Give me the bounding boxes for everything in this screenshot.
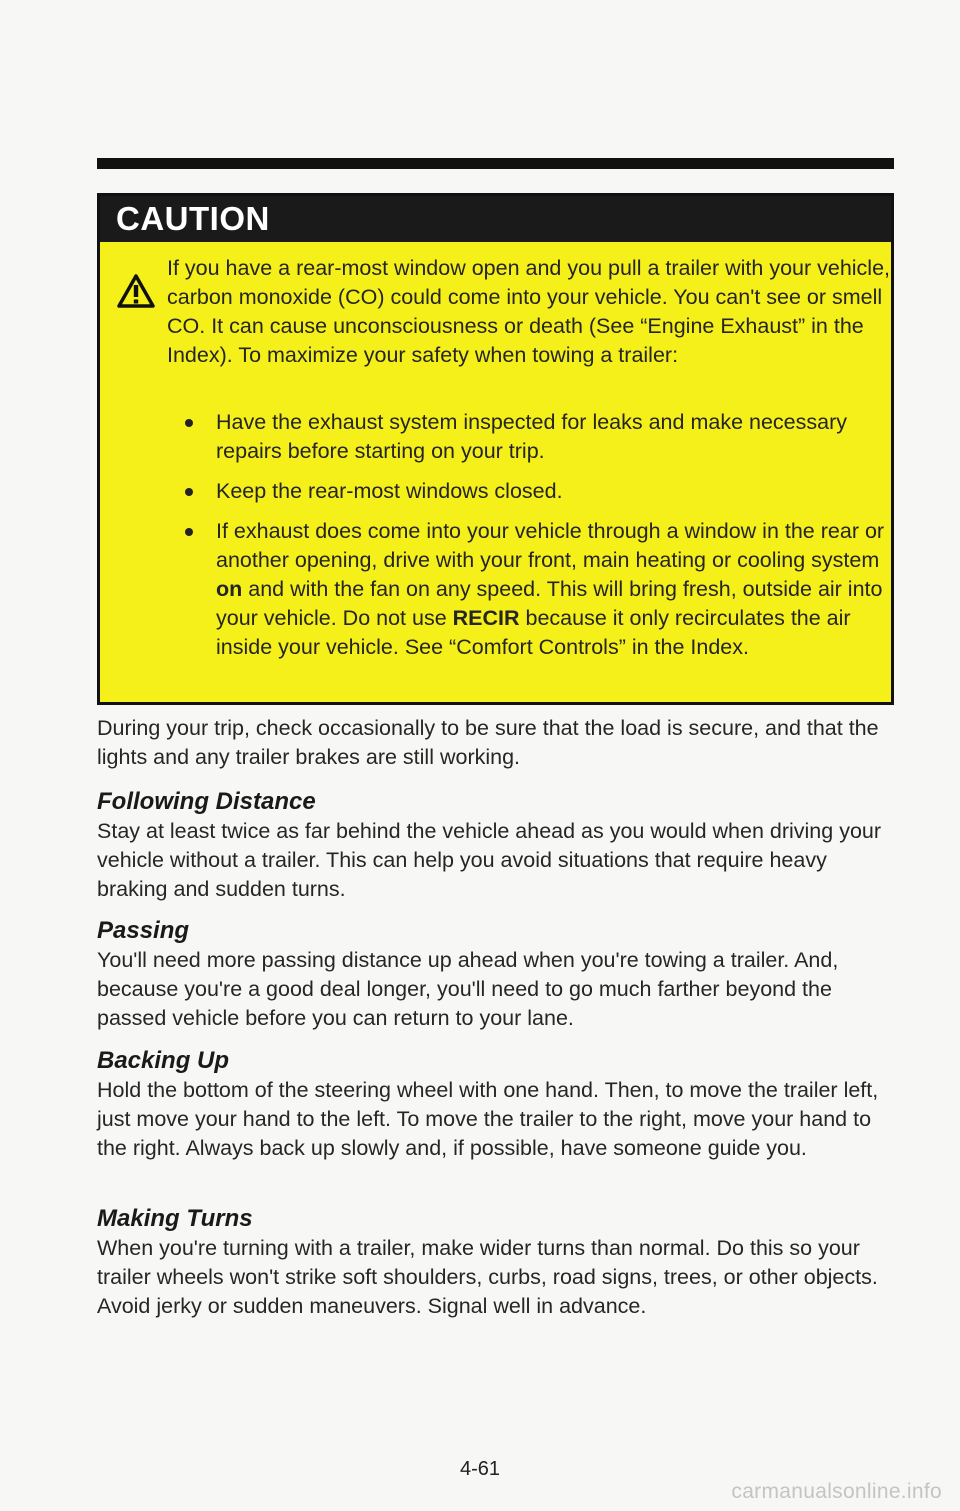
caution-list xyxy=(180,408,892,673)
caution-intro: If you have a rear-most window open and you pull a trailer with your vehicle, carbon monoxide (CO) could come into your vehicle. You can't see or smell CO. It can cause unconsciousness or death (See “Engine Exhaust” in the Index). To maximize your safety when towing a trailer: xyxy=(167,256,891,367)
bullet-text-part2: and with the fan on any speed. This will bring fresh, outside air into your vehicle. Do not use xyxy=(216,577,883,630)
bullet-icon xyxy=(185,528,193,536)
caution-title: CAUTION xyxy=(100,196,891,242)
section-text-making-turns: When you're turning with a trailer, make wider turns than normal. Do this so your trailer wheels won't strike soft shoulders, curbs, road signs, trees, or other objects. Avoid jerky or sudden maneuvers. Signal well in advance. xyxy=(97,1236,878,1318)
section-heading-backing-up: Backing Up xyxy=(97,1047,230,1074)
page-number: 4-61 xyxy=(459,1458,501,1480)
list-item xyxy=(180,408,892,466)
bold-recir: RECIR xyxy=(452,606,520,630)
bullet-icon xyxy=(185,419,193,427)
bold-on: on xyxy=(216,577,243,601)
section-heading-passing: Passing xyxy=(97,917,190,944)
section-heading-following-distance: Following Distance xyxy=(97,788,316,815)
warning-triangle-icon xyxy=(117,274,155,308)
section-text-backing-up: Hold the bottom of the steering wheel with one hand. Then, to move the trailer left, just move your hand to the left. To move the trailer to the right, move your hand to the right. Always back up slowly and, if possible, have someone guide you. xyxy=(97,1078,879,1160)
section-text-passing: You'll need more passing distance up ahead when you're towing a trailer. And, because you're a good deal longer, you'll need to go much farther beyond the passed vehicle before you can return to your lane. xyxy=(97,948,839,1030)
top-rule xyxy=(97,158,894,169)
list-item xyxy=(180,477,892,506)
bullet-text: Keep the rear-most windows closed. xyxy=(216,479,563,503)
list-item xyxy=(180,517,892,662)
bullet-text-part3: because it only recirculates the air inside your vehicle. See “Comfort Controls” in the Index. xyxy=(216,606,851,659)
bullet-text: Have the exhaust system inspected for leaks and make necessary repairs before starting on your trip. xyxy=(216,410,847,463)
watermark: carmanualsonline.info xyxy=(731,1480,942,1503)
section-text-following-distance: Stay at least twice as far behind the vehicle ahead as you would when driving your vehicle without a trailer. This can help you avoid situations that require heavy braking and sudden turns. xyxy=(97,819,882,901)
section-heading-making-turns: Making Turns xyxy=(97,1205,253,1232)
bullet-text-part1: If exhaust does come into your vehicle through a window in the rear or another opening, drive with your front, main heating or cooling system xyxy=(216,519,885,572)
caution-box xyxy=(97,193,894,705)
trip-check-paragraph: During your trip, check occasionally to be sure that the load is secure, and that the lights and any trailer brakes are still working. xyxy=(97,716,879,769)
bullet-icon xyxy=(185,488,193,496)
